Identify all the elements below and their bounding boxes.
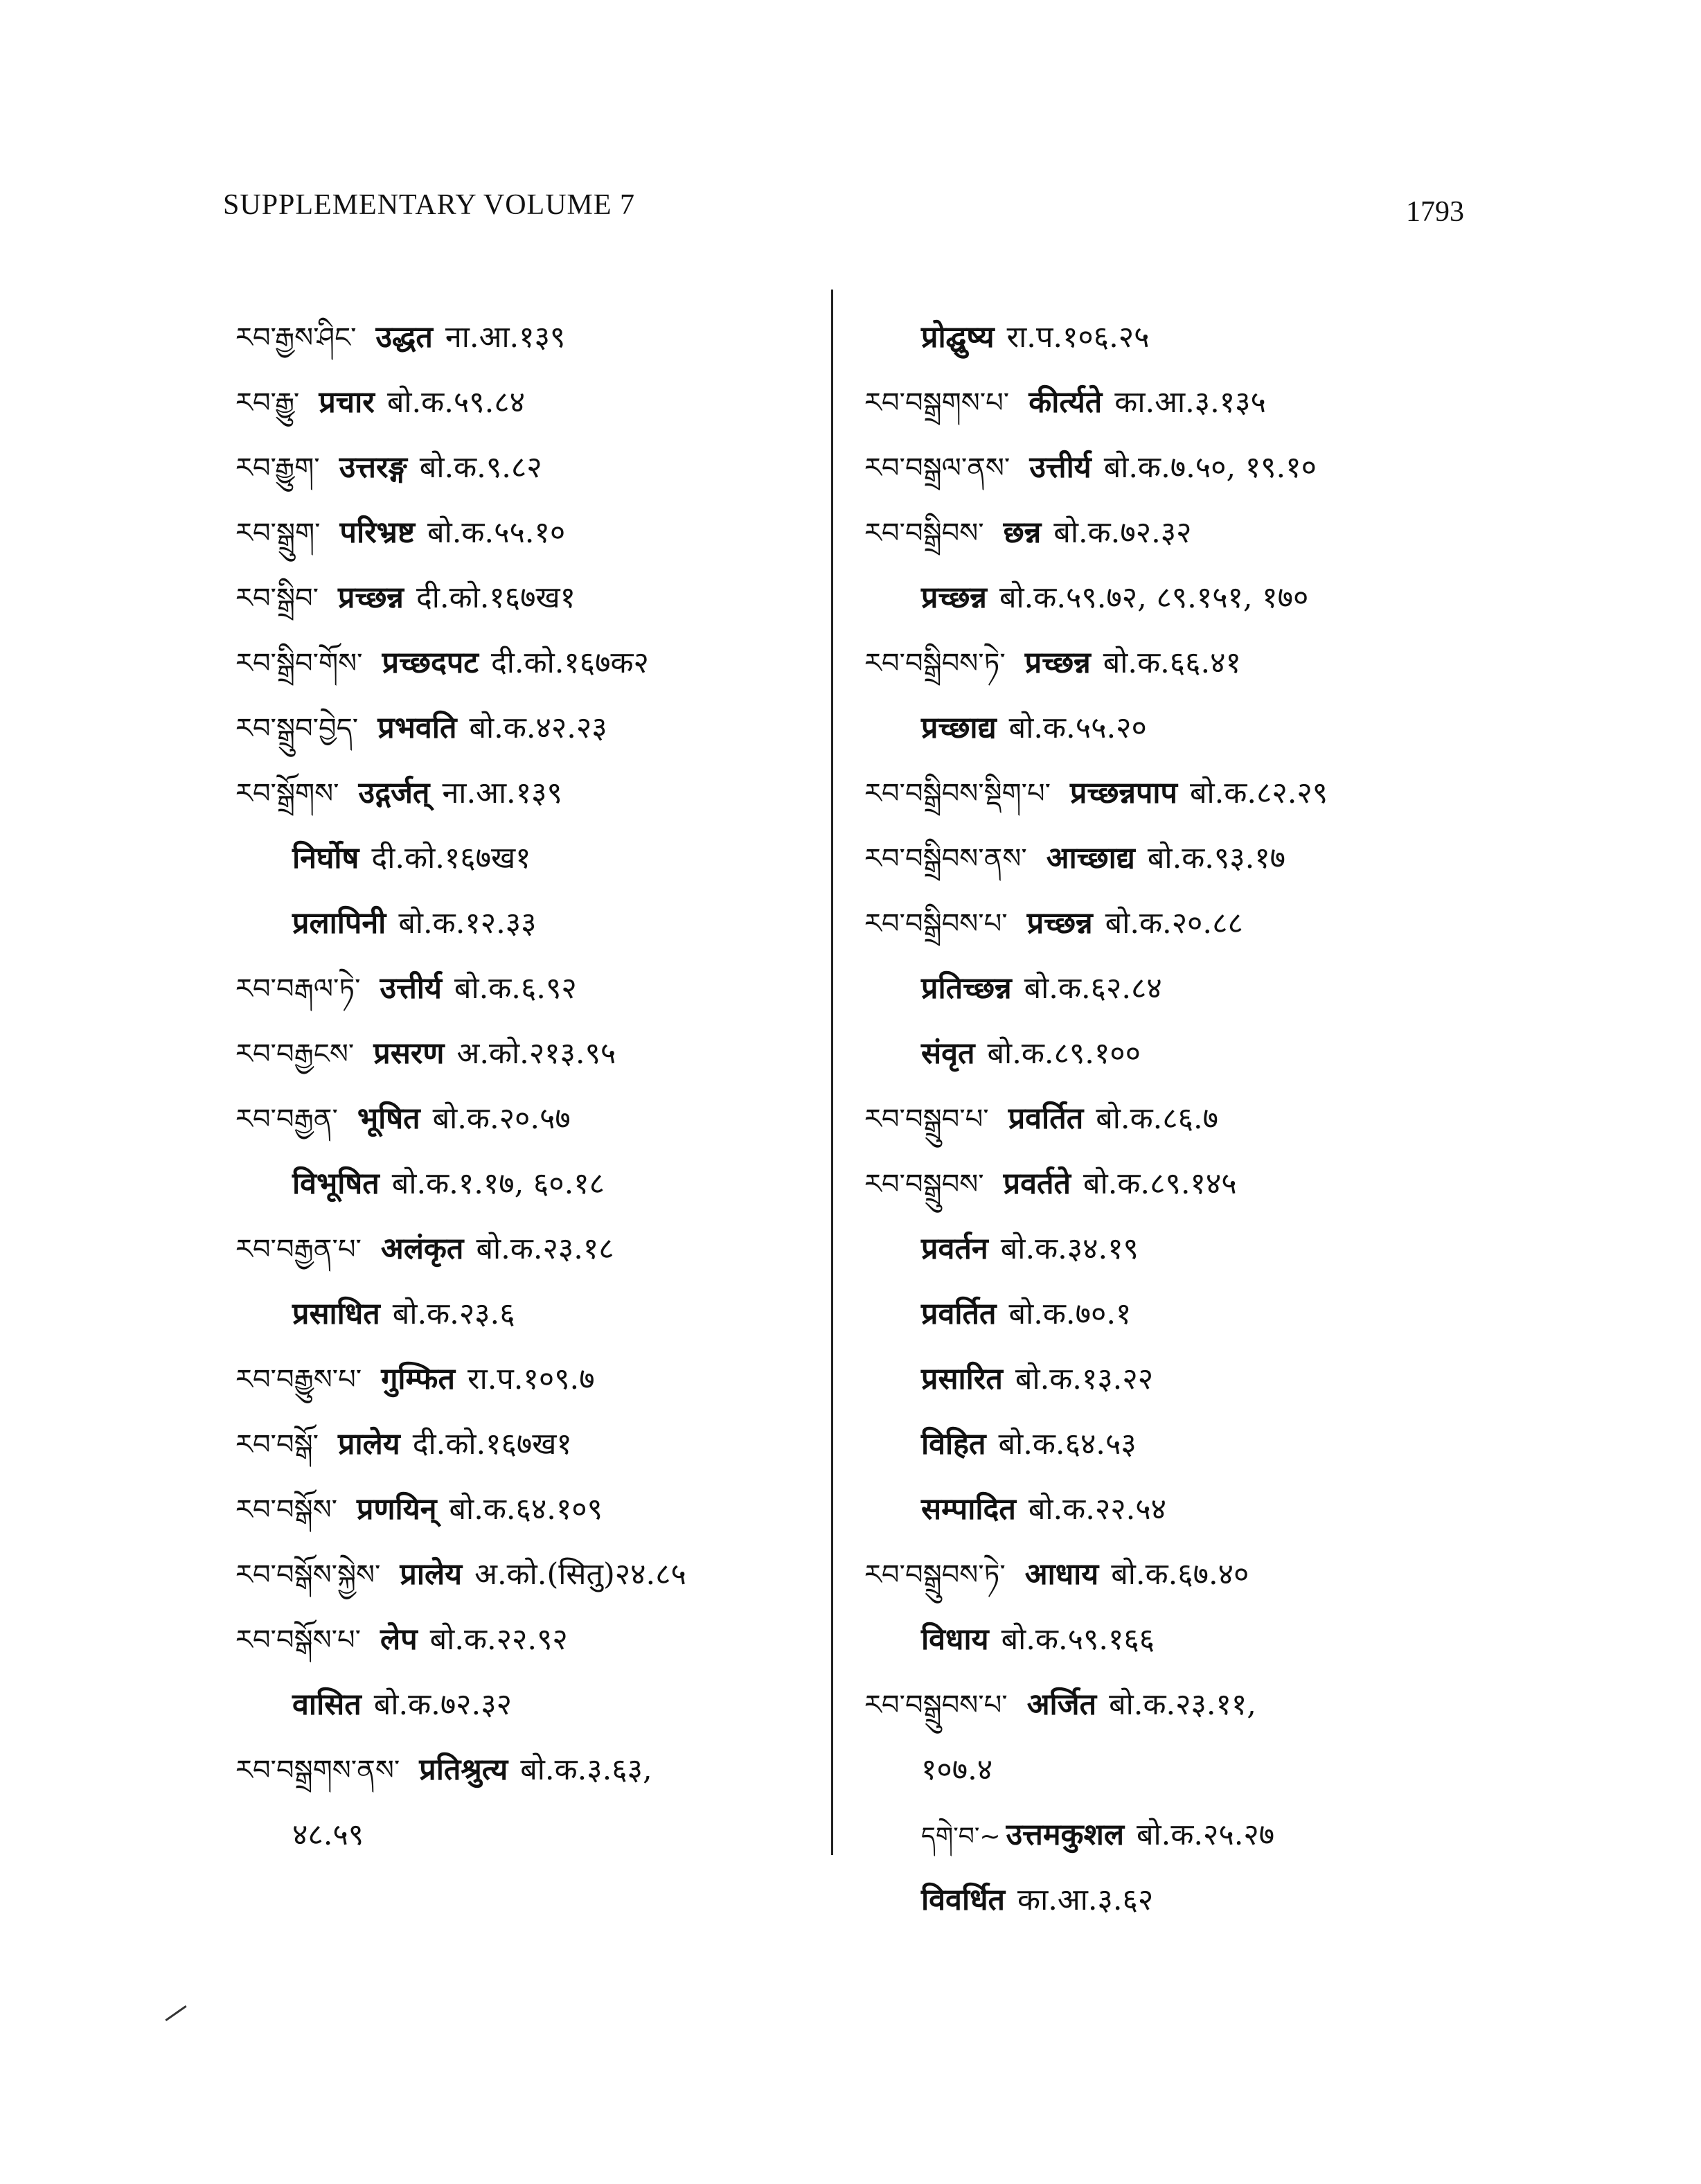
dictionary-subentry [235, 891, 838, 956]
sanskrit-equivalent: प्रालेय [400, 1557, 463, 1592]
dictionary-entry [235, 1347, 838, 1412]
source-reference: बो.क.२३.११, [1109, 1687, 1256, 1722]
dictionary-subentry [235, 1281, 838, 1347]
sanskrit-equivalent: प्रवर्तित [921, 1297, 997, 1331]
source-reference: बो.क.२५.२७ [1136, 1818, 1275, 1852]
sanskrit-equivalent: उत्तमकुशल [1006, 1818, 1124, 1852]
sanskrit-equivalent: प्रसाधित [292, 1297, 380, 1331]
dictionary-entry [235, 565, 838, 630]
running-title: SUPPLEMENTARY VOLUME 7 [223, 189, 636, 221]
source-reference: बो.क.२२.९२ [429, 1622, 568, 1657]
tibetan-headword: རབ་བསྒོས་སྐྱེས་ [235, 1559, 381, 1591]
tibetan-headword: རབ་བསྒྲགས་པ་ [864, 387, 1010, 419]
dictionary-entry [864, 1802, 1474, 1867]
dictionary-subentry [864, 1737, 1474, 1802]
source-reference: १०७.४ [921, 1752, 993, 1787]
dictionary-entry [235, 500, 838, 565]
dictionary-entry [235, 1086, 838, 1151]
dictionary-entry [235, 370, 838, 435]
sanskrit-equivalent: विधाय [921, 1622, 989, 1657]
dictionary-entry [864, 1542, 1474, 1607]
tibetan-headword: རབ་བསྒྲུབས་ཏེ་ [864, 1559, 1006, 1591]
dictionary-entry [235, 630, 838, 695]
dictionary-entry [864, 1086, 1474, 1151]
right-column [864, 305, 1474, 1933]
sanskrit-equivalent: प्रोद्घुष्य [921, 320, 995, 355]
tibetan-headword: རབ་སྒྲུག་ [235, 517, 321, 549]
sanskrit-equivalent: सम्पादित [921, 1492, 1016, 1527]
stray-pen-mark [165, 2005, 186, 2021]
dictionary-subentry [235, 826, 838, 891]
dictionary-subentry [864, 1607, 1474, 1672]
source-reference: बो.क.८९.१०० [987, 1036, 1141, 1071]
source-reference: दी.को.१६७ख१ [371, 841, 531, 876]
source-reference: बो.क.२३.६ [392, 1297, 515, 1331]
sanskrit-equivalent: प्रच्छन्न [1026, 906, 1093, 941]
dictionary-entry [235, 1412, 838, 1477]
sanskrit-equivalent: प्रसारित [921, 1362, 1003, 1396]
tibetan-headword: རབ་བསྒྲིབས་སྡིག་པ་ [864, 778, 1051, 810]
source-reference: ना.आ.१३९ [445, 320, 566, 355]
dictionary-entry [235, 1216, 838, 1281]
source-reference: ना.आ.१३९ [442, 776, 562, 810]
source-reference: रा.प.१०९.७ [467, 1362, 595, 1396]
source-reference: बो.क.२२.५४ [1028, 1492, 1166, 1527]
dictionary-entry [235, 695, 838, 761]
sanskrit-equivalent: प्रच्छन्न [1024, 646, 1091, 680]
source-reference: बो.क.५९.८४ [386, 385, 525, 420]
sanskrit-equivalent: प्रवर्तते [1003, 1166, 1071, 1201]
source-reference: बो.क.३.६३, [520, 1752, 652, 1787]
sanskrit-equivalent: प्रच्छन्नपाप [1070, 776, 1177, 810]
sanskrit-equivalent: उत्तीर्य [380, 971, 442, 1006]
sanskrit-equivalent: कीर्त्यते [1028, 385, 1103, 420]
dictionary-subentry [864, 695, 1474, 761]
source-reference: बो.क.६४.१०९ [449, 1492, 603, 1527]
source-reference: बो.क.६२.८४ [1024, 971, 1162, 1006]
tibetan-headword: རབ་བརྒྱན་པ་ [235, 1234, 362, 1266]
sanskrit-equivalent: लेप [380, 1622, 418, 1657]
sanskrit-equivalent: अलंकृत [380, 1232, 464, 1266]
dictionary-entry [235, 1737, 838, 1802]
dictionary-subentry [235, 1672, 838, 1737]
source-reference: दी.को.१६७ख१ [416, 580, 576, 615]
sanskrit-equivalent: प्रभवति [377, 711, 457, 745]
dictionary-subentry [864, 1867, 1474, 1933]
sanskrit-equivalent: संवृत [921, 1036, 975, 1071]
dictionary-entry [864, 1151, 1474, 1216]
dictionary-subentry [864, 305, 1474, 370]
source-reference: बो.क.७२.३२ [1053, 515, 1192, 550]
sanskrit-equivalent: प्रतिच्छन्न [921, 971, 1012, 1006]
tibetan-headword: རབ་བསྒོས་པ་ [235, 1624, 362, 1656]
dictionary-subentry [235, 1151, 838, 1216]
tibetan-headword: རབ་བསྒོ་ [235, 1429, 319, 1461]
page-number: 1793 [1406, 196, 1464, 228]
dictionary-entry [864, 500, 1474, 565]
tibetan-headword: རབ་བརྒྱན་ [235, 1103, 338, 1135]
sanskrit-equivalent: आधाय [1024, 1557, 1099, 1592]
tibetan-prefix: དགེ་བ་~ [921, 1822, 1001, 1851]
source-reference: बो.क.६७.४० [1111, 1557, 1249, 1592]
source-reference: बो.क.७०.१ [1008, 1297, 1132, 1331]
dictionary-subentry [864, 956, 1474, 1021]
dictionary-entry [235, 1021, 838, 1086]
source-reference: बो.क.५५.१० [427, 515, 566, 550]
source-reference: बो.क.१२.३३ [398, 906, 537, 941]
sanskrit-equivalent: प्रचार [319, 385, 375, 420]
tibetan-headword: རབ་བསྒྲིབས་པ་ [864, 908, 1008, 940]
source-reference: बो.क.१.१७, ६०.१८ [391, 1166, 605, 1201]
source-reference: बो.क.३४.१९ [1000, 1232, 1139, 1266]
sanskrit-equivalent: प्रालेय [338, 1427, 400, 1462]
source-reference: बो.क.९३.१७ [1147, 841, 1286, 876]
sanskrit-equivalent: विहित [921, 1427, 986, 1462]
dictionary-entry [864, 370, 1474, 435]
tibetan-headword: རབ་བསྒྲུབས་པ་ [864, 1689, 1008, 1721]
sanskrit-equivalent: विवर्धित [921, 1883, 1006, 1917]
tibetan-headword: རབ་བརྒལ་ཏེ་ [235, 973, 361, 1005]
dictionary-entry [864, 826, 1474, 891]
source-reference: अ.को.(सितु)२४.८५ [474, 1557, 686, 1592]
dictionary-entry [864, 630, 1474, 695]
source-reference: ४८.५९ [292, 1818, 364, 1852]
source-reference: दी.को.१६७क२ [490, 646, 649, 680]
sanskrit-equivalent: प्रसरण [373, 1036, 445, 1071]
tibetan-headword: རབ་བསྒྲིབས་ [864, 517, 984, 549]
tibetan-headword: རབ་རྒྱུ་ [235, 387, 300, 419]
source-reference: दी.को.१६७ख१ [412, 1427, 572, 1462]
sanskrit-equivalent: प्रतिश्रुत्य [419, 1752, 508, 1787]
left-column [235, 305, 838, 1867]
dictionary-entry [864, 891, 1474, 956]
dictionary-entry [864, 1672, 1474, 1737]
dictionary-entry [235, 1542, 838, 1607]
sanskrit-equivalent: प्रच्छन्न [921, 580, 987, 615]
tibetan-headword: རབ་སྒྲུབ་བྱེད་ [235, 713, 359, 745]
source-reference: अ.को.२१३.९५ [456, 1036, 616, 1071]
tibetan-headword: རབ་སྒྲིབ་གོས་ [235, 648, 363, 680]
dictionary-subentry [864, 1281, 1474, 1347]
sanskrit-equivalent: प्रच्छदपट [382, 646, 479, 680]
source-reference: बो.क.५९.७२, ८९.१५१, १७० [999, 580, 1309, 615]
tibetan-headword: རབ་བསྒྲིབས་ཏེ་ [864, 648, 1006, 680]
dictionary-entry [235, 1477, 838, 1542]
source-reference: बो.क.९.८२ [419, 450, 542, 485]
dictionary-subentry [864, 1216, 1474, 1281]
sanskrit-equivalent: उत्तीर्य [1029, 450, 1092, 485]
tibetan-headword: རབ་བསྒྲུབས་ [864, 1169, 984, 1200]
sanskrit-equivalent: उद्गर्जत् [358, 776, 430, 810]
sanskrit-equivalent: छन्न [1003, 515, 1042, 550]
tibetan-headword: རབ་བསྒྲགས་ནས་ [235, 1755, 400, 1786]
dictionary-entry [235, 761, 838, 826]
source-reference: बो.क.१३.२२ [1015, 1362, 1154, 1396]
dictionary-subentry [864, 1477, 1474, 1542]
tibetan-headword: རབ་སྒྲོགས་ [235, 778, 339, 810]
sanskrit-equivalent: प्रच्छन्न [338, 580, 404, 615]
source-reference: का.आ.३.१३५ [1114, 385, 1266, 420]
source-reference: बो.क.२०.८८ [1105, 906, 1243, 941]
sanskrit-equivalent: भूषित [357, 1101, 420, 1136]
source-reference: रा.प.१०६.२५ [1006, 320, 1150, 355]
dictionary-subentry [864, 1412, 1474, 1477]
dictionary-subentry [864, 1021, 1474, 1086]
dictionary-entry [235, 435, 838, 500]
sanskrit-equivalent: अर्जित [1026, 1687, 1097, 1722]
source-reference: बो.क.८६.७ [1096, 1101, 1219, 1136]
source-reference: बो.क.८९.१४५ [1083, 1166, 1237, 1201]
tibetan-headword: རབ་སྒྲིབ་ [235, 583, 319, 614]
source-reference: बो.क.७.५०, १९.१० [1103, 450, 1317, 485]
sanskrit-equivalent: वासित [292, 1687, 362, 1722]
tibetan-headword: རབ་བསྒྲིབས་ནས་ [864, 843, 1027, 875]
sanskrit-equivalent: आच्छाद्य [1046, 841, 1135, 876]
sanskrit-equivalent: उद्धत [375, 320, 433, 355]
sanskrit-equivalent: प्रलापिनी [292, 906, 386, 941]
source-reference: बो.क.६४.५३ [998, 1427, 1137, 1462]
tibetan-headword: རབ་བརྒྱུས་པ་ [235, 1364, 362, 1396]
dictionary-subentry [235, 1802, 838, 1867]
sanskrit-equivalent: प्रवर्तन [921, 1232, 988, 1266]
source-reference: बो.क.५५.२० [1008, 711, 1147, 745]
dictionary-entry [864, 435, 1474, 500]
tibetan-headword: རབ་བསྒྲུབ་པ་ [864, 1103, 989, 1135]
dictionary-entry [235, 956, 838, 1021]
source-reference: बो.क.७२.३२ [373, 1687, 512, 1722]
sanskrit-equivalent: परिभ्रष्ट [339, 515, 416, 550]
sanskrit-equivalent: प्रवर्तित [1008, 1101, 1084, 1136]
sanskrit-equivalent: उत्तरङ्ग [339, 450, 407, 485]
tibetan-headword: རབ་བརྒྱངས་ [235, 1038, 355, 1070]
source-reference: बो.क.५९.१६६ [1001, 1622, 1155, 1657]
source-reference: बो.क.६६.४१ [1103, 646, 1241, 680]
tibetan-headword: རབ་བསྒོས་ [235, 1494, 337, 1526]
dictionary-entry [235, 305, 838, 370]
tibetan-headword: རབ་རྒྱུག་ [235, 452, 320, 484]
source-reference: का.आ.३.६२ [1017, 1883, 1154, 1917]
sanskrit-equivalent: निर्घोष [292, 841, 359, 876]
tibetan-headword: རབ་རྒྱས་ཤིང་ [235, 322, 357, 354]
dictionary-entry [235, 1607, 838, 1672]
sanskrit-equivalent: प्रच्छाद्य [921, 711, 997, 745]
sanskrit-equivalent: विभूषित [292, 1166, 380, 1201]
source-reference: बो.क.४२.२३ [469, 711, 607, 745]
source-reference: बो.क.८२.२९ [1189, 776, 1328, 810]
dictionary-subentry [864, 565, 1474, 630]
dictionary-subentry [864, 1347, 1474, 1412]
sanskrit-equivalent: प्रणयिन् [357, 1492, 437, 1527]
tibetan-headword: རབ་བསྒྲལ་ནས་ [864, 452, 1010, 484]
source-reference: बो.क.२३.१८ [476, 1232, 614, 1266]
sanskrit-equivalent: गुम्फित [381, 1362, 455, 1396]
source-reference: बो.क.२०.५७ [432, 1101, 571, 1136]
source-reference: बो.क.६.९२ [454, 971, 577, 1006]
dictionary-entry [864, 761, 1474, 826]
